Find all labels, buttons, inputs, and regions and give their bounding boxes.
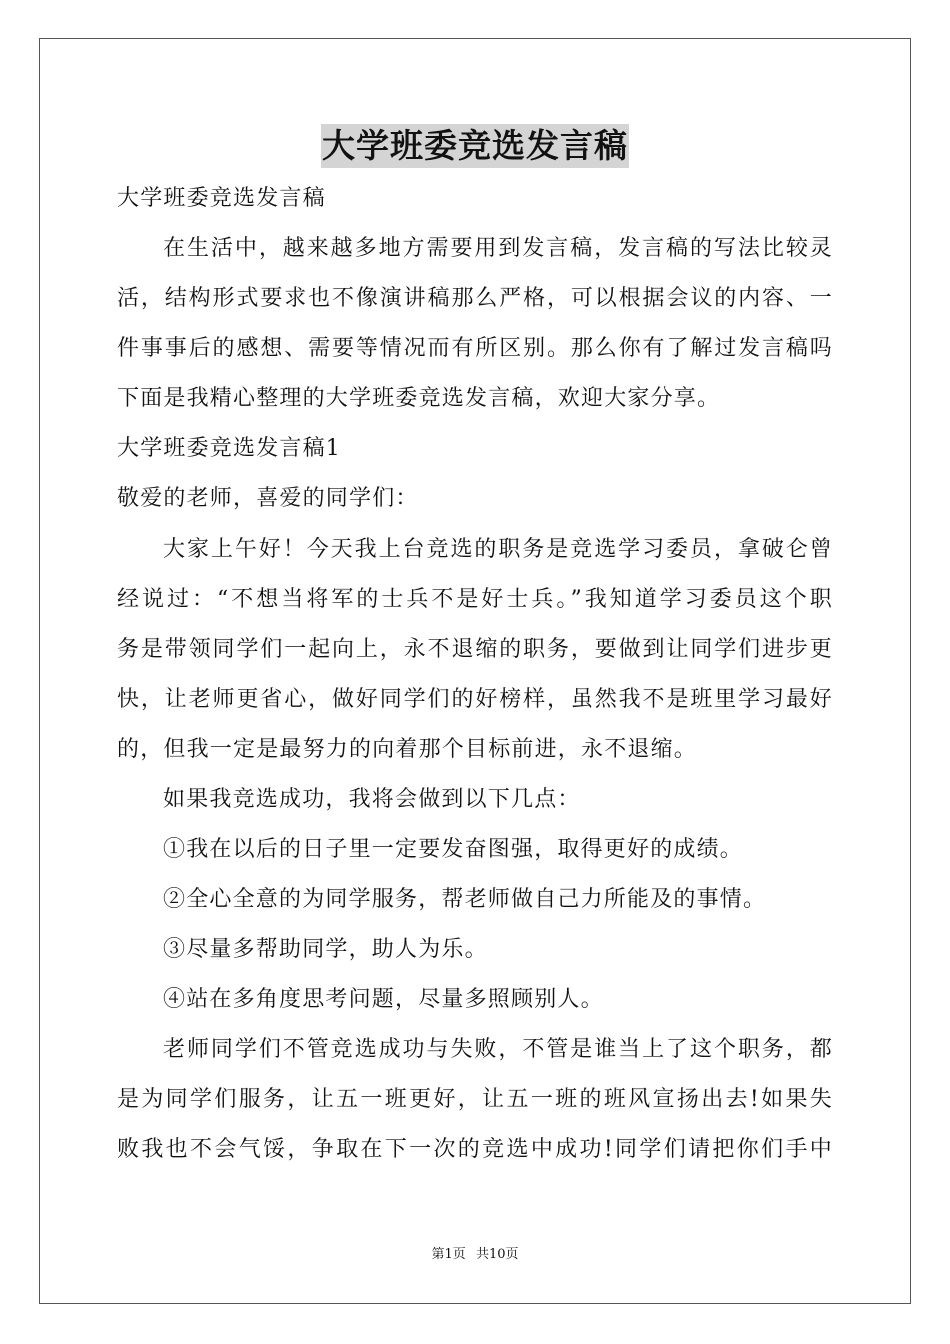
paragraph-line: 下面是我精心整理的大学班委竞选发言稿，欢迎大家分享。 [117,386,721,411]
paragraph-line: 在生活中，越来越多地方需要用到发言稿，发言稿的写法比较灵 [163,236,833,261]
list-item: ②全心全意的为同学服务，帮老师做自己力所能及的事情。 [163,887,767,912]
paragraph-line: 是为同学们服务，让五一班更好，让五一班的班风宣扬出去!如果失 [117,1087,833,1112]
page-total: 共10页 [475,1247,519,1262]
list-item: ③尽量多帮助同学，助人为乐。 [163,937,488,962]
list-item: ④站在多角度思考问题，尽量多照顾别人。 [163,987,604,1012]
salutation-line: 敬爱的老师，喜爱的同学们： [117,486,419,511]
paragraph-line: 快，让老师更省心，做好同学们的好榜样，虽然我不是班里学习最好 [117,687,833,712]
section-heading: 大学班委竞选发言稿1 [117,436,341,461]
paragraph-line: 老师同学们不管竞选成功与失败，不管是谁当上了这个职务，都 [163,1037,833,1062]
paragraph-line: 件事事后的感想、需要等情况而有所区别。那么你有了解过发言稿吗 [117,336,833,361]
paragraph-line: 的，但我一定是最努力的向着那个目标前进，永不退缩。 [117,737,698,762]
paragraph-line: 大家上午好！今天我上台竞选的职务是竞选学习委员，拿破仑曾 [163,537,833,562]
list-item: ①我在以后的日子里一定要发奋图强，取得更好的成绩。 [163,837,744,862]
paragraph-line: 经说过：“不想当将军的士兵不是好士兵。”我知道学习委员这个职 [117,587,833,612]
paragraph-line: 务是带领同学们一起向上，永不退缩的职务，要做到让同学们进步更 [117,637,833,662]
document-title: 大学班委竞选发言稿 [321,124,629,168]
paragraph-line: 活，结构形式要求也不像演讲稿那么严格，可以根据会议的内容、一 [117,286,833,311]
subtitle-line: 大学班委竞选发言稿 [117,186,326,211]
title-container [0,124,950,168]
page-number: 第1页 [431,1247,466,1262]
page-footer [0,1246,950,1264]
paragraph-line: 败我也不会气馁，争取在下一次的竞选中成功!同学们请把你们手中 [117,1137,833,1162]
paragraph-line: 如果我竞选成功，我将会做到以下几点： [163,787,581,812]
